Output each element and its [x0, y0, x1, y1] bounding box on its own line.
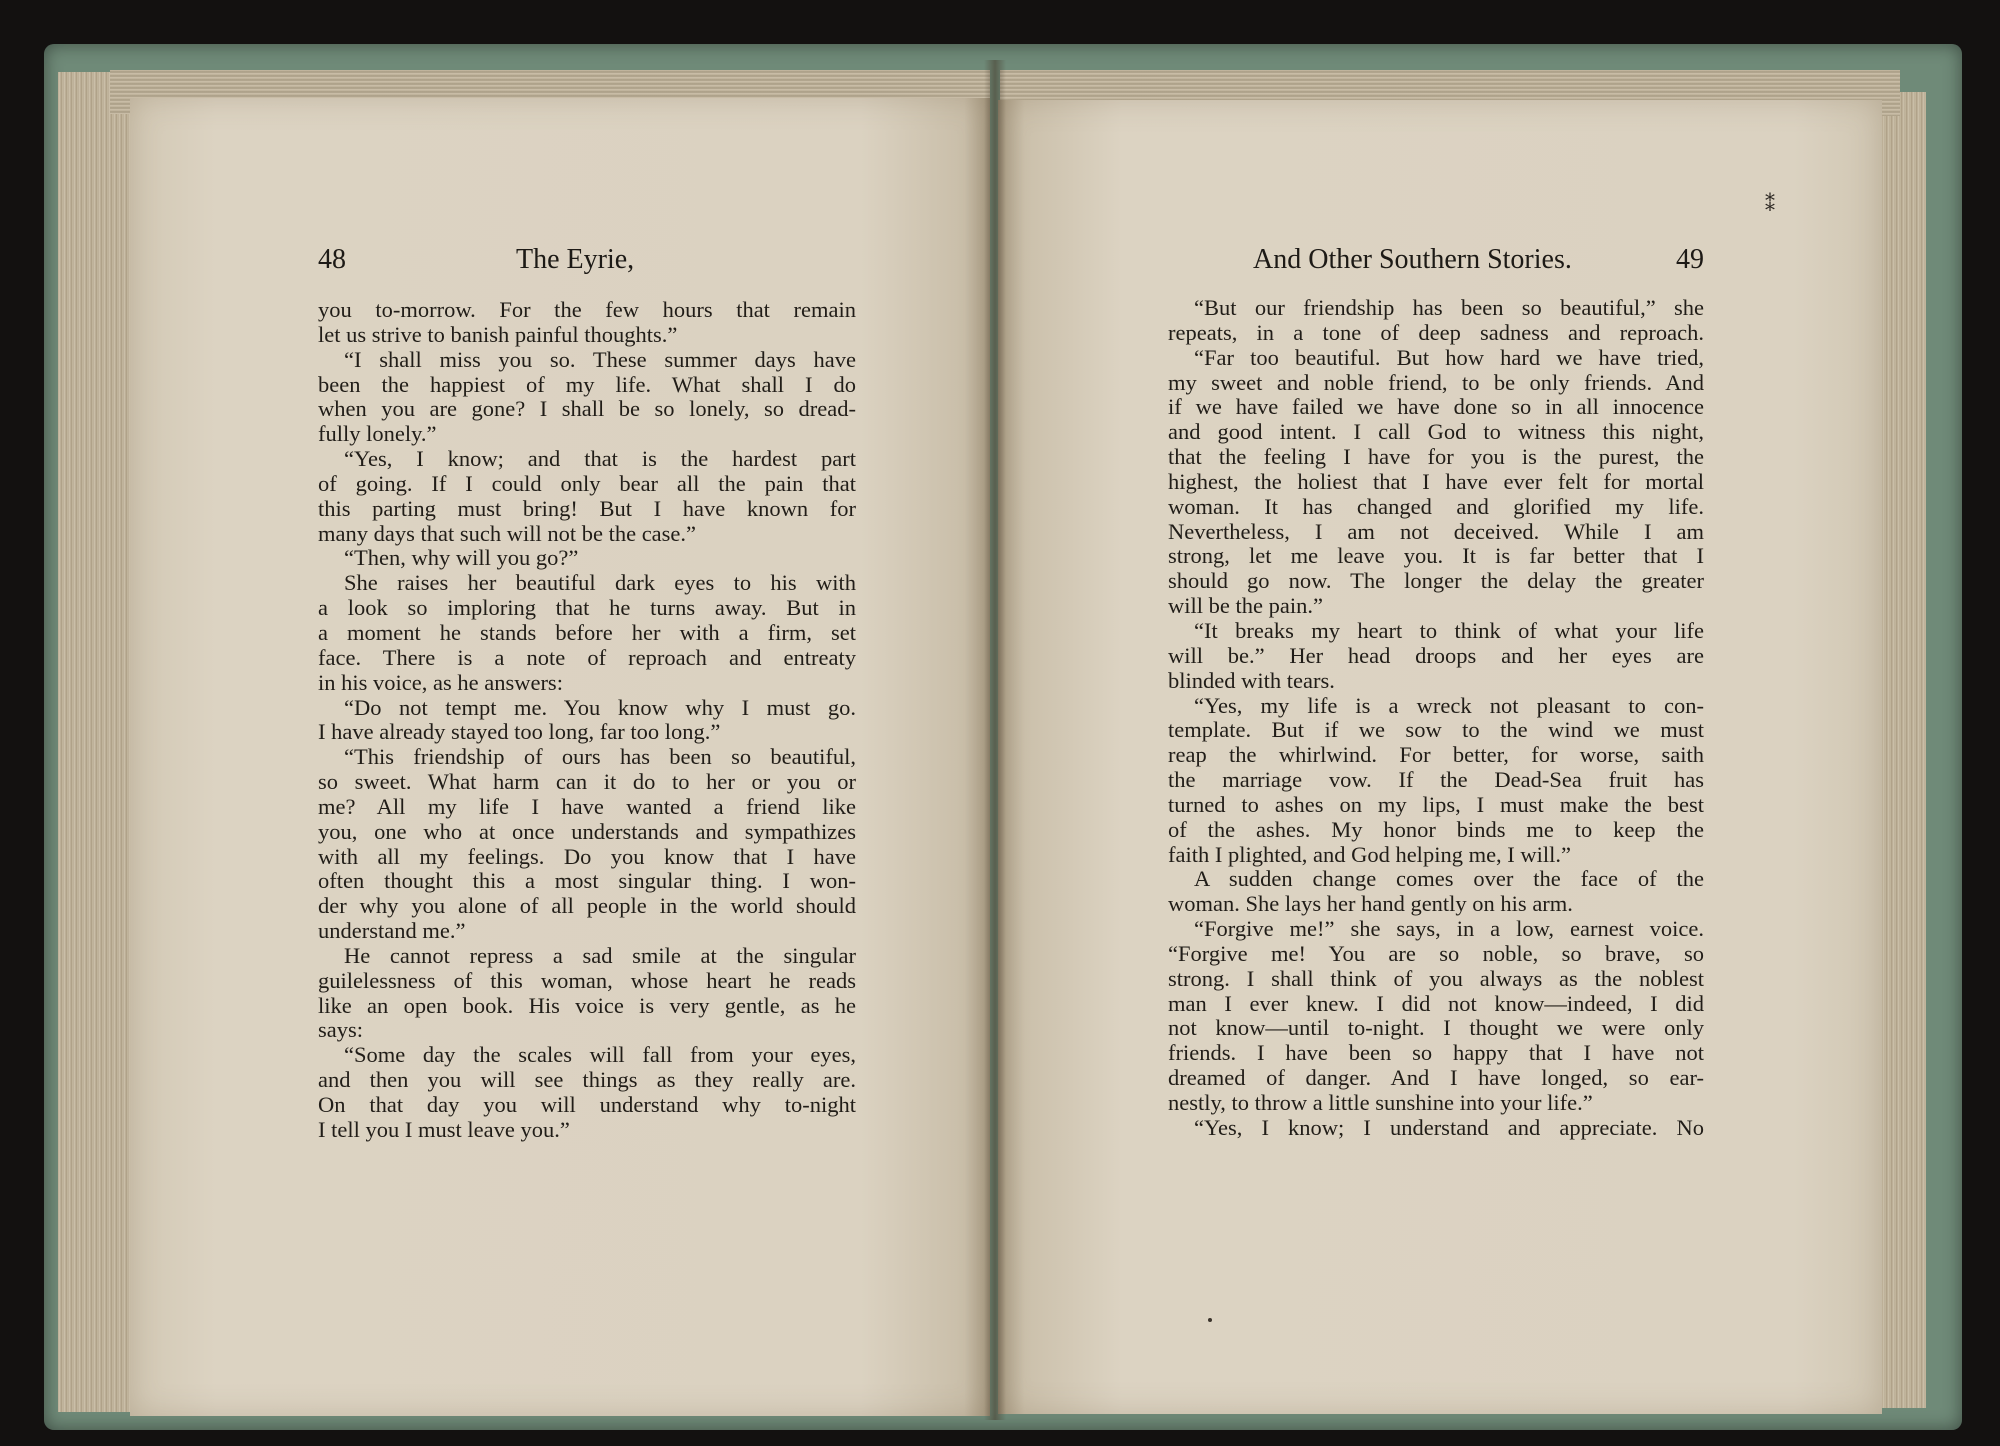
text-line: been the happiest of my life. What shall I do: [318, 371, 856, 397]
text-line: of the ashes. My honor binds me to keep the: [1168, 816, 1704, 842]
text-line: says:: [318, 1017, 363, 1043]
text-line: He cannot repress a sad smile at the singular: [344, 942, 856, 968]
book-gutter: [984, 60, 1006, 1420]
text-line: you, one who at once understands and sympathizes: [318, 818, 856, 844]
left-page-edges: [58, 72, 138, 1412]
text-line: friends. I have been so happy that I have not: [1168, 1040, 1704, 1066]
text-line: strong. I shall think of you always as the noblest: [1168, 965, 1704, 991]
right-running-head: And Other Southern Stories.: [1253, 244, 1572, 275]
page-mark: ⁑: [1765, 192, 1775, 216]
text-line: fully lonely.”: [318, 421, 437, 447]
text-line: dreamed of danger. And I have longed, so ear-: [1168, 1065, 1704, 1091]
text-line: “Forgive me!” she says, in a low, earnest voice.: [1194, 916, 1704, 942]
text-line: On that day you will understand why to-night: [318, 1092, 856, 1117]
text-line: “Some day the scales will fall from your eyes,: [344, 1042, 856, 1068]
text-line: understand me.”: [318, 918, 466, 944]
text-line: of going. If I could only bear all the pain that: [318, 470, 856, 496]
text-line: with all my feelings. Do you know that I have: [318, 843, 856, 869]
text-line: and good intent. I call God to witness this night,: [1168, 419, 1704, 445]
text-line: that the feeling I have for you is the purest, the: [1168, 444, 1704, 470]
text-line: if we have failed we have done so in all innocence: [1168, 394, 1704, 420]
text-line: often thought this a most singular thing. I won-: [318, 868, 856, 894]
text-line: “Forgive me! You are so noble, so brave, so: [1168, 940, 1704, 966]
text-line: face. There is a note of reproach and entreaty: [318, 644, 856, 670]
text-line: highest, the holiest that I have ever felt for mortal: [1168, 468, 1704, 494]
text-line: “But our friendship has been so beautiful,” she: [1194, 295, 1704, 320]
text-line: me? All my life I have wanted a friend like: [318, 793, 856, 819]
text-line: template. But if we sow to the wind we must: [1168, 717, 1704, 743]
text-line: many days that such will not be the case.”: [318, 520, 697, 546]
text-line: the marriage vow. If the Dead-Sea fruit has: [1168, 767, 1704, 793]
text-line: She raises her beautiful dark eyes to his with: [344, 570, 856, 596]
text-line: der why you alone of all people in the world should: [318, 893, 856, 919]
text-line: blinded with tears.: [1168, 667, 1335, 693]
text-line: Nevertheless, I am not deceived. While I am: [1168, 518, 1704, 544]
text-line: guilelessness of this woman, whose heart he reads: [318, 967, 856, 993]
text-line: “It breaks my heart to think of what your life: [1194, 617, 1704, 643]
text-line: faith I plighted, and God helping me, I will.”: [1168, 841, 1572, 867]
text-line: “This friendship of ours has been so beautiful,: [344, 744, 856, 770]
text-line: “I shall miss you so. These summer days have: [344, 346, 856, 372]
text-line: this parting must bring! But I have known for: [318, 495, 856, 521]
text-line: reap the whirlwind. For better, for worse, saith: [1168, 742, 1704, 768]
text-line: a moment he stands before her with a firm, set: [318, 619, 856, 645]
text-line: A sudden change comes over the face of the: [1194, 866, 1704, 892]
left-page-text: [318, 298, 856, 1143]
text-line: not know—until to-night. I thought we were only: [1168, 1015, 1704, 1041]
text-line: I have already stayed too long, far too long.”: [318, 719, 721, 745]
text-line: should go now. The longer the delay the greater: [1168, 568, 1704, 594]
paper-speck: [1208, 1318, 1212, 1322]
text-line: and then you will see things as they really are.: [318, 1067, 856, 1093]
text-line: will be the pain.”: [1168, 593, 1323, 619]
text-line: repeats, in a tone of deep sadness and reproach.: [1168, 319, 1704, 345]
text-line: you to-morrow. For the few hours that remain: [318, 297, 856, 322]
right-page-number: 49: [1676, 244, 1704, 275]
text-line: I tell you I must leave you.”: [318, 1116, 570, 1142]
right-page-edges: [1880, 92, 1926, 1408]
text-line: “Yes, my life is a wreck not pleasant to con-: [1194, 692, 1704, 718]
text-line: “Yes, I know; I understand and appreciate. No: [1194, 1114, 1704, 1140]
text-line: so sweet. What harm can it do to her or you or: [318, 769, 856, 795]
text-line: in his voice, as he answers:: [318, 669, 563, 695]
text-line: “Then, why will you go?”: [344, 545, 579, 571]
text-line: let us strive to banish painful thoughts.”: [318, 321, 678, 347]
text-line: nestly, to throw a little sunshine into your life.”: [1168, 1090, 1593, 1115]
text-line: will be.” Her head droops and her eyes are: [1168, 642, 1704, 668]
text-line: woman. It has changed and glorified my life.: [1168, 493, 1704, 519]
text-line: “Yes, I know; and that is the hardest part: [344, 446, 856, 472]
text-line: “Far too beautiful. But how hard we have tried,: [1194, 344, 1704, 370]
text-line: when you are gone? I shall be so lonely, so dread-: [318, 396, 856, 422]
text-line: a look so imploring that he turns away. But in: [318, 595, 856, 621]
text-line: turned to ashes on my lips, I must make the best: [1168, 791, 1704, 817]
left-page-number: 48: [318, 244, 346, 275]
right-page-text: [1168, 296, 1704, 1141]
text-line: strong, let me leave you. It is far better that I: [1168, 543, 1704, 569]
text-line: my sweet and noble friend, to be only friends. And: [1168, 369, 1704, 395]
left-running-head: The Eyrie,: [516, 244, 635, 275]
text-line: woman. She lays her hand gently on his arm.: [1168, 891, 1573, 917]
text-line: “Do not tempt me. You know why I must go.: [344, 694, 856, 720]
text-line: man I ever knew. I did not know—indeed, I did: [1168, 990, 1704, 1016]
text-line: like an open book. His voice is very gentle, as he: [318, 992, 856, 1018]
